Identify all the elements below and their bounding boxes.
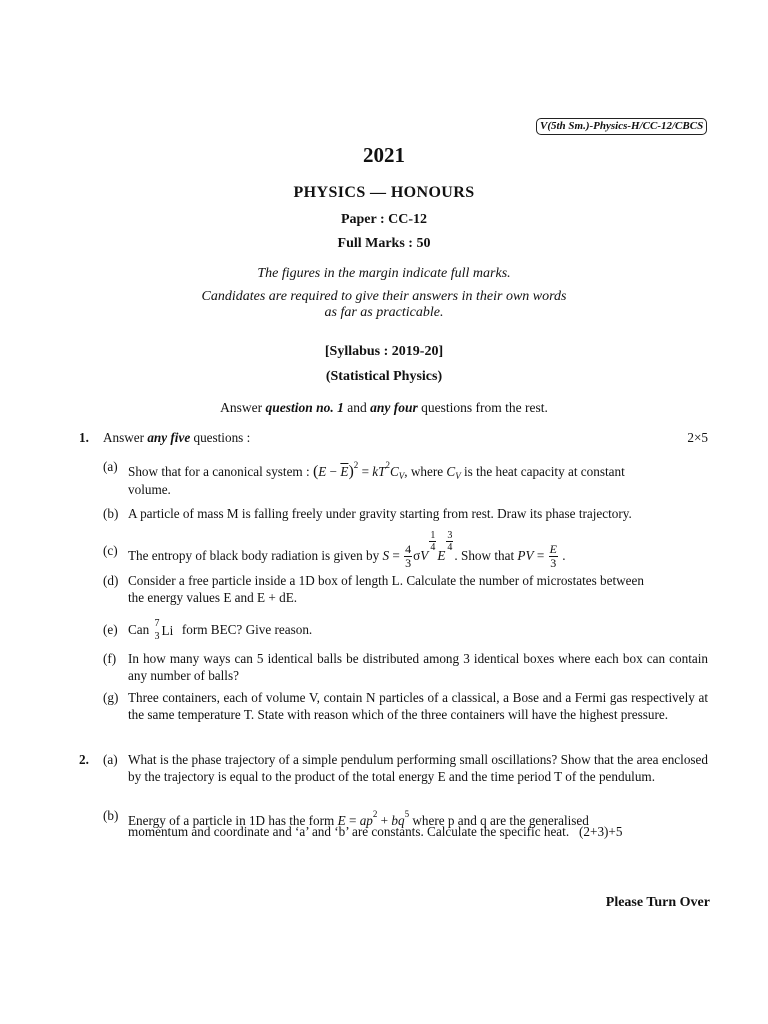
q2a-text: What is the phase trajectory of a simple pendulum performing small oscillations? Show that the area enclosed by the trajectory is equal to the product of the total energy E and the time period T of the pendulum. [128,752,708,784]
lithium-isotope: 7 3 Li [154,618,174,642]
q1c-text: The entropy of black body radiation is given by S = $\frac{4}{3}$ σV $\frac{1}{4}$ E $\frac{3}{4}$ . Show that PV = $\frac{E}{3}$ . [128,530,566,571]
question-2-marks: (2+3)+5 [579,824,623,839]
q1e-text: Can 7 3 Li form BEC? Give reason. [128,618,313,642]
q1f-label: (f) [103,651,117,666]
syllabus: [Syllabus : 2019-20] [324,344,444,359]
q1a-text: Show that for a canonical system : $(E - \overline{E})^2 = kT^2C_V$, where $C_V$ is the heat capacity at constant [128,460,625,481]
subject-title: PHYSICS — HONOURS [293,184,475,201]
q2b-text-cont: momentum and coordinate and ‘a’ and ‘b’ are constants. Calculate the specific heat. (2+3)+5 [128,824,623,839]
margin-note: The figures in the margin indicate full marks. [257,266,511,281]
q1g-text: Three containers, each of volume V, contain N particles of a classical, a Bose and a Fermi gas respectively at the same temperature T. State with reason which of the three containers will have the highest pressure. [128,690,708,722]
question-1-number: 1. [79,430,89,445]
question-1-stem: Answer any five questions : [103,430,251,445]
exam-year: 2021 [363,143,405,167]
q1b-text: A particle of mass M is falling freely under gravity starting from rest. Draw its phase trajectory. [128,506,632,521]
q1a-label: (a) [103,459,118,474]
q1c-pressure-formula: PV = $\frac{E}{3}$ . [517,542,566,571]
full-marks: Full Marks : 50 [337,236,431,251]
topic: (Statistical Physics) [325,369,443,384]
own-words-note: Candidates are required to give their answers in their own words [201,289,567,304]
q1a-text-cont: volume. [128,482,171,497]
q1e-label: (e) [103,622,118,637]
paper-code: V(5th Sm.)-Physics-H/CC-12/CBCS [536,118,707,135]
question-1-marks: 2×5 [687,430,708,445]
answer-instruction: Answer question no. 1 and any four questions from the rest. [220,400,548,415]
q1d-label: (d) [103,573,119,588]
q1c-label: (c) [103,543,118,558]
q2b-energy-formula: $E = ap^2 + bq^5$ [337,809,410,828]
q1g-label: (g) [103,690,119,705]
q2b-label: (b) [103,808,119,823]
q2b-text: Energy of a particle in 1D has the form $E = ap^2 + bq^5$ where p and q are the generalised [128,809,589,828]
paper-code-line: Paper : CC-12 [340,212,428,227]
q1c-entropy-formula: S = $\frac{4}{3}$ σV $\frac{1}{4}$ E $\frac{3}{4}$ [382,530,453,571]
please-turn-over: Please Turn Over [605,895,710,910]
q1d-text: Consider a free particle inside a 1D box of length L. Calculate the number of microstates between the energy values E and E + dE. [128,573,644,605]
q1b-label: (b) [103,506,119,521]
q1f-text: In how many ways can 5 identical balls be distributed among 3 identical boxes where each box can contain any number of balls? [128,651,708,683]
question-2-number: 2. [79,752,89,767]
q2a-label: (a) [103,752,118,767]
practicable-note: as far as practicable. [324,305,444,320]
q1a-formula: $(E - \overline{E})^2 = kT^2C_V$ [312,460,405,481]
